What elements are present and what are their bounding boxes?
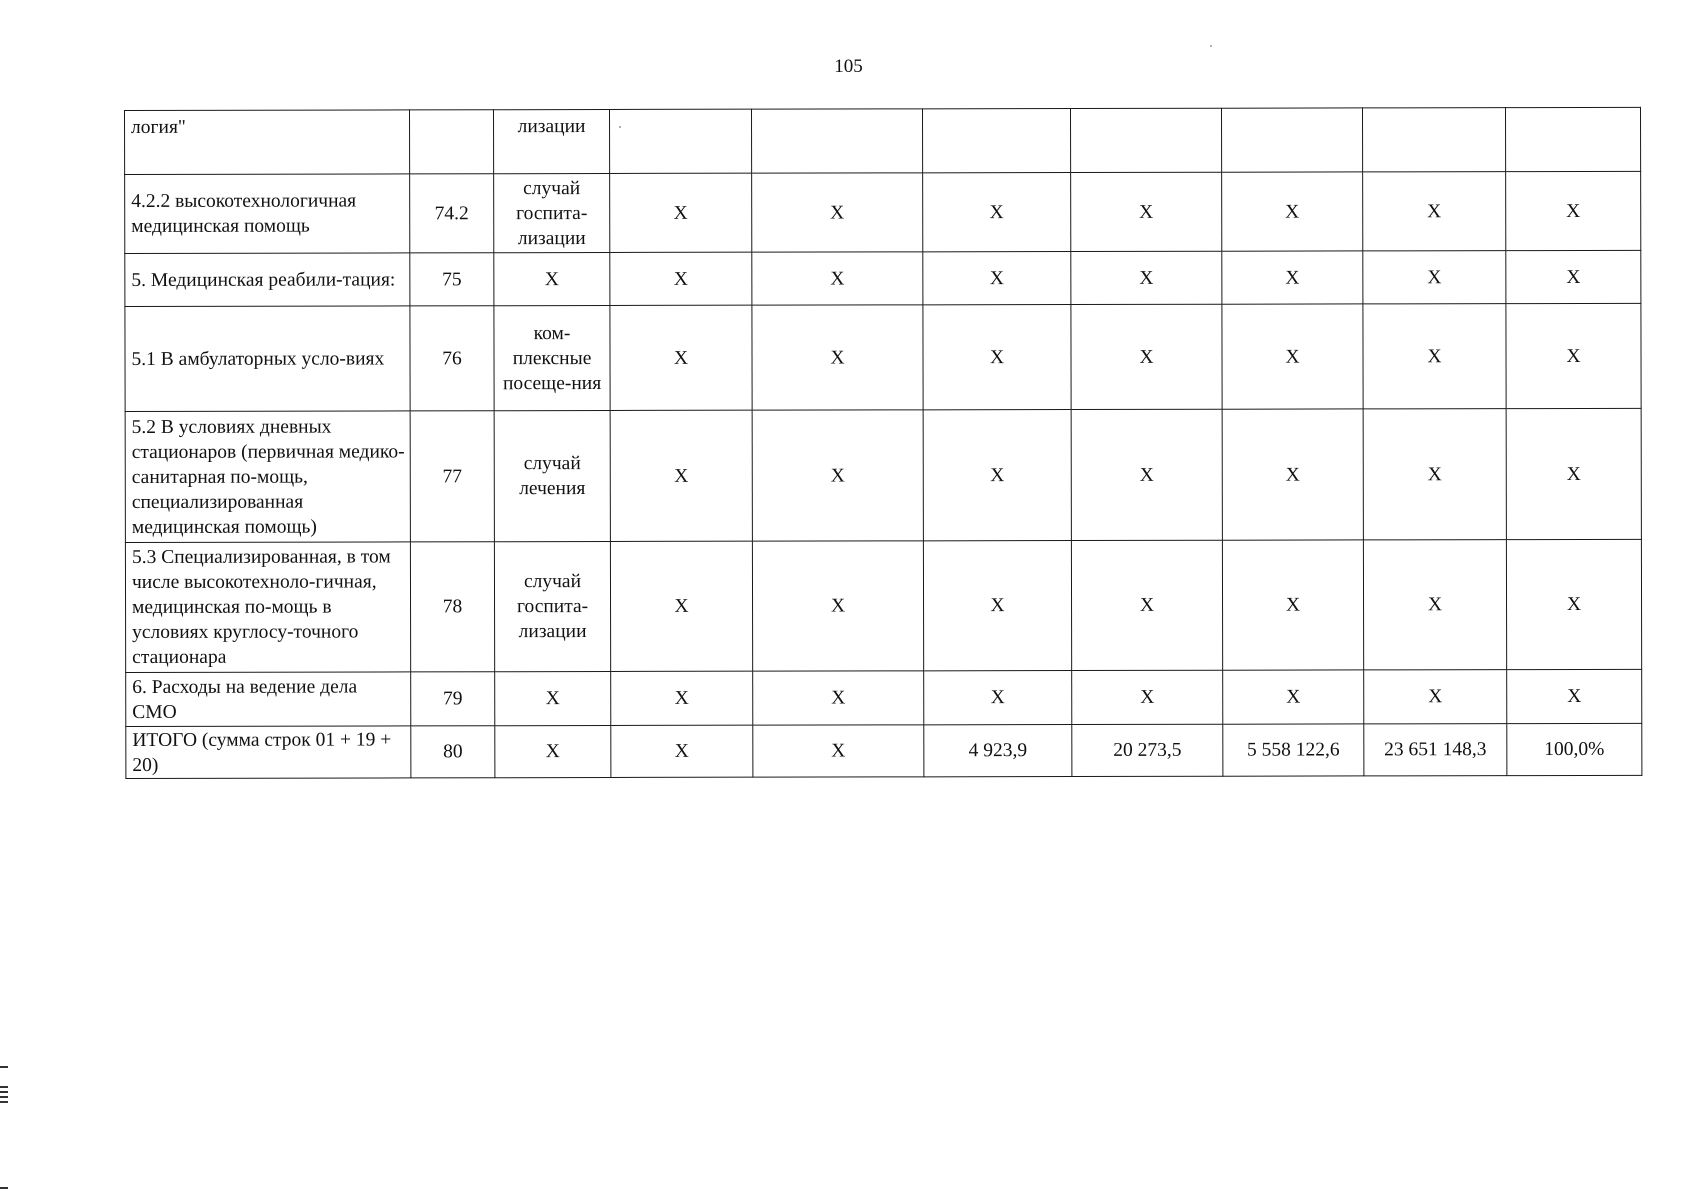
row-unit-cell: X [495, 725, 611, 777]
value-cell: X [1363, 540, 1506, 670]
row-unit-cell: ком-плексные посеще-ния [494, 305, 610, 410]
row-unit-cell: X [495, 671, 611, 725]
value-cell: X [1222, 172, 1363, 251]
row-code-cell: 80 [411, 726, 495, 778]
value-cell [922, 109, 1070, 173]
value-cell: X [1363, 251, 1506, 304]
value-cell: X [1363, 409, 1506, 540]
value-cell: X [1071, 251, 1222, 304]
value-cell: X [752, 305, 923, 410]
value-cell: X [752, 173, 923, 252]
row-name-cell: 5.3 Специализированная, в том числе высокотехноло-гичная, медицинская по-мощь в условиях круглосу-точного стационара [125, 542, 410, 673]
value-cell: X [1506, 539, 1641, 669]
value-cell: 5 558 122,6 [1223, 724, 1364, 776]
margin-mark [0, 1066, 8, 1068]
page-number: 105 [834, 56, 863, 77]
row-unit-cell: случай госпита-лизации [494, 541, 610, 671]
row-code-cell: 75 [410, 253, 494, 306]
value-cell: X [752, 252, 923, 305]
value-cell: 23 651 148,3 [1364, 724, 1507, 776]
data-table [124, 107, 1642, 779]
value-cell: X [1071, 172, 1222, 251]
table-row [125, 107, 1641, 174]
value-cell: X [923, 410, 1071, 541]
value-cell: X [1506, 303, 1641, 408]
value-cell: X [1506, 408, 1641, 539]
value-cell: X [1363, 304, 1506, 409]
value-cell [1362, 108, 1505, 172]
table-row [126, 723, 1642, 778]
value-cell [1505, 107, 1640, 171]
scan-speck [619, 126, 621, 128]
row-code-cell: 74.2 [410, 174, 494, 253]
row-name-cell: 6. Расходы на ведение дела СМО [126, 672, 411, 727]
value-cell: X [1506, 171, 1641, 250]
table-row [125, 171, 1641, 253]
value-cell: X [753, 725, 924, 777]
value-cell: X [1363, 172, 1506, 251]
value-cell: X [1507, 669, 1642, 723]
margin-mark [0, 1091, 8, 1093]
table-row [125, 250, 1641, 306]
row-code-cell: 76 [410, 306, 494, 411]
row-unit-cell: лизации [494, 109, 610, 173]
margin-mark [0, 1187, 8, 1189]
table-row [125, 408, 1641, 542]
row-code-cell: 79 [411, 672, 495, 726]
value-cell: X [1223, 670, 1364, 724]
value-cell: X [1222, 304, 1363, 409]
value-cell: X [1071, 409, 1222, 540]
value-cell: X [1222, 540, 1363, 670]
value-cell: 20 273,5 [1072, 724, 1223, 776]
row-name-cell: 4.2.2 высокотехнологичная медицинская помощь [125, 174, 410, 254]
row-code-cell: 78 [410, 542, 494, 672]
value-cell: X [752, 410, 923, 541]
value-cell [1221, 108, 1362, 172]
value-cell [1070, 108, 1221, 172]
value-cell: X [1071, 540, 1222, 670]
value-cell: X [610, 541, 752, 671]
value-cell: X [923, 541, 1071, 671]
row-name-cell: 5.2 В условиях дневных стационаров (первичная медико-санитарная по-мощь, специализированная медицинская помощь) [125, 411, 410, 543]
value-cell: X [1072, 670, 1223, 724]
row-code-cell [410, 110, 494, 174]
table-row [125, 539, 1641, 672]
value-cell [751, 109, 922, 173]
value-cell: X [1364, 670, 1507, 724]
margin-mark [0, 1101, 8, 1103]
value-cell: 4 923,9 [924, 725, 1072, 777]
value-cell: X [1506, 250, 1641, 303]
margin-mark [0, 1086, 8, 1088]
row-code-cell: 77 [410, 411, 494, 542]
value-cell: X [923, 305, 1071, 410]
value-cell: X [610, 252, 752, 305]
row-unit-cell: X [494, 252, 610, 305]
row-unit-cell: случай лечения [494, 410, 610, 541]
value-cell: X [923, 252, 1071, 305]
row-name-cell: логия" [125, 110, 410, 175]
row-name-cell: 5.1 В амбулаторных усло-виях [125, 306, 410, 412]
row-name-cell: 5. Медицинская реабили-тация: [125, 253, 410, 307]
value-cell: X [924, 671, 1072, 725]
value-cell: X [923, 173, 1071, 252]
value-cell: X [611, 725, 753, 777]
value-cell: X [610, 173, 752, 252]
value-cell: 100,0% [1507, 723, 1642, 775]
value-cell [610, 109, 752, 173]
row-name-cell: ИТОГО (сумма строк 01 + 19 + 20) [126, 726, 411, 779]
row-unit-cell: случай госпита-лизации [494, 173, 610, 252]
value-cell: X [752, 541, 923, 671]
value-cell: X [611, 671, 753, 725]
value-cell: X [1222, 409, 1363, 540]
margin-mark [0, 1096, 8, 1098]
scan-speck [1210, 45, 1212, 47]
value-cell: X [753, 671, 924, 725]
table-row [125, 303, 1641, 411]
table-row [126, 669, 1642, 726]
value-cell: X [610, 410, 752, 541]
value-cell: X [610, 305, 752, 410]
value-cell: X [1222, 251, 1363, 304]
value-cell: X [1071, 304, 1222, 409]
